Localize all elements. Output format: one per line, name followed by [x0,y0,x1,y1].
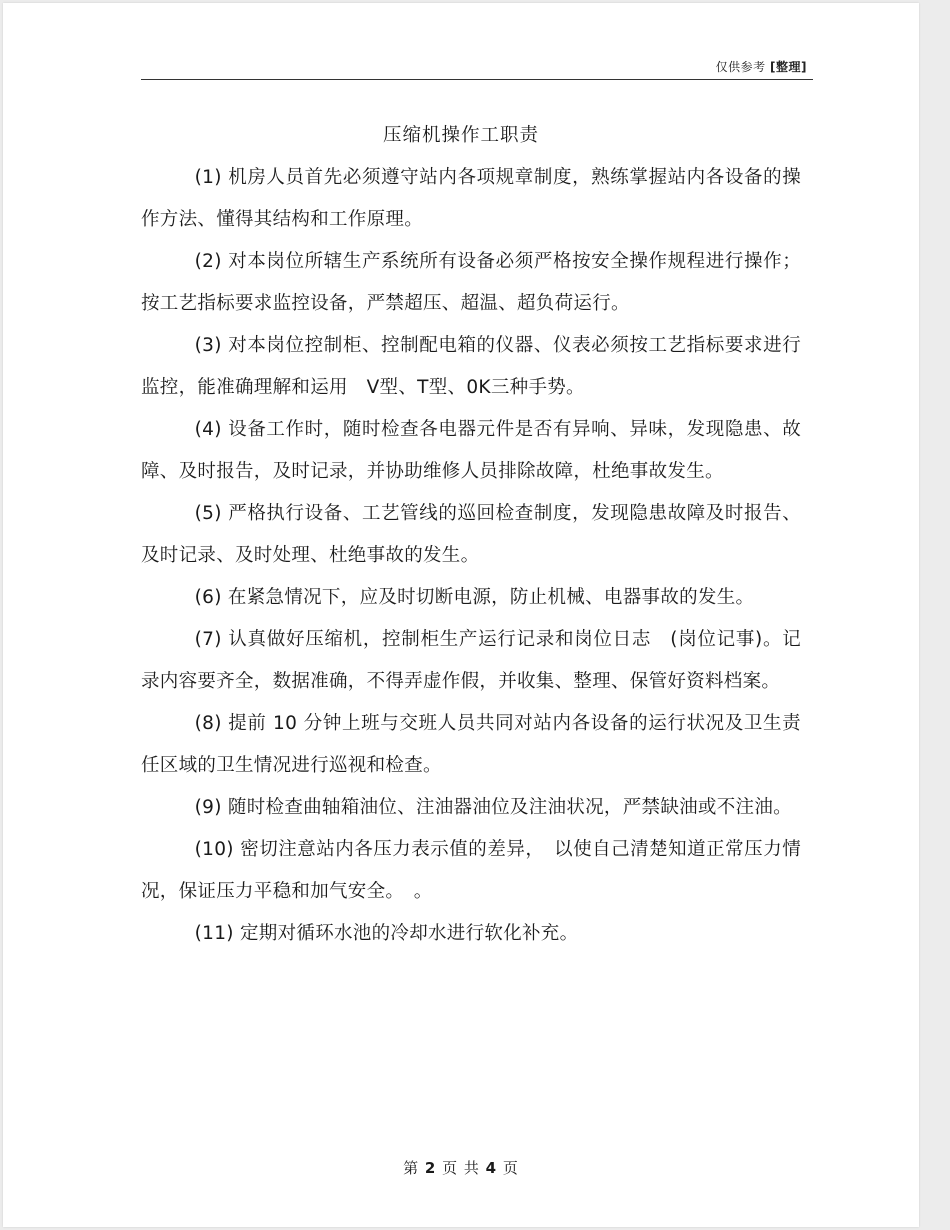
paragraph-10: (10) 密切注意站内各压力表示值的差异， 以使自己清楚知道正常压力情况，保证压力平稳和加气安全。 。 [141,839,801,902]
paragraph-6: (6) 在紧急情况下，应及时切断电源，防止机械、电器事故的发生。 [194,587,755,608]
document-page [3,3,919,1227]
header-note-text: 仅供参考 [715,60,766,74]
footer-total-pages: 4 [485,1159,498,1177]
page-footer [3,1157,919,1178]
paragraph-8: (8) 提前 10 分钟上班与交班人员共同对站内各设备的运行状况及卫生责任区域的卫生情况进行巡视和检查。 [141,713,801,776]
footer-current-page: 2 [424,1159,437,1177]
header-divider [141,79,813,80]
paragraph-2: (2) 对本岗位所辖生产系统所有设备必须严格按安全操作规程进行操作；按工艺指标要求监控设备，严禁超压、超温、超负荷运行。 [141,251,801,314]
document-title: 压缩机操作工职责 [382,125,539,146]
paragraph-3: (3) 对本岗位控制柜、控制配电箱的仪器、仪表必须按工艺指标要求进行监控，能准确理解和运用 V型、T型、0K三种手势。 [141,335,801,398]
header-note-tag: [整理] [770,60,807,74]
paragraph-7: (7) 认真做好压缩机，控制柜生产运行记录和岗位日志 (岗位记事)。记录内容要齐全，数据准确，不得弄虚作假，并收集、整理、保管好资料档案。 [141,629,801,692]
footer-prefix: 第 [403,1159,420,1177]
paragraph-9: (9) 随时检查曲轴箱油位、注油器油位及注油状况，严禁缺油或不注油。 [194,797,792,818]
paragraph-1: (1) 机房人员首先必须遵守站内各项规章制度，熟练掌握站内各设备的操作方法、懂得其结构和工作原理。 [141,167,801,230]
document-body [141,157,801,955]
paragraph-5: (5) 严格执行设备、工艺管线的巡回检查制度，发现隐患故障及时报告、及时记录、及时处理、杜绝事故的发生。 [141,503,801,566]
footer-middle: 页 共 [442,1159,480,1177]
header-note [716,58,807,75]
footer-suffix: 页 [502,1159,519,1177]
paragraph-4: (4) 设备工作时，随时检查各电器元件是否有异响、异味，发现隐患、故障、及时报告，及时记录，并协助维修人员排除故障，杜绝事故发生。 [141,419,801,482]
paragraph-11: (11) 定期对循环水池的冷却水进行软化补充。 [194,923,579,944]
